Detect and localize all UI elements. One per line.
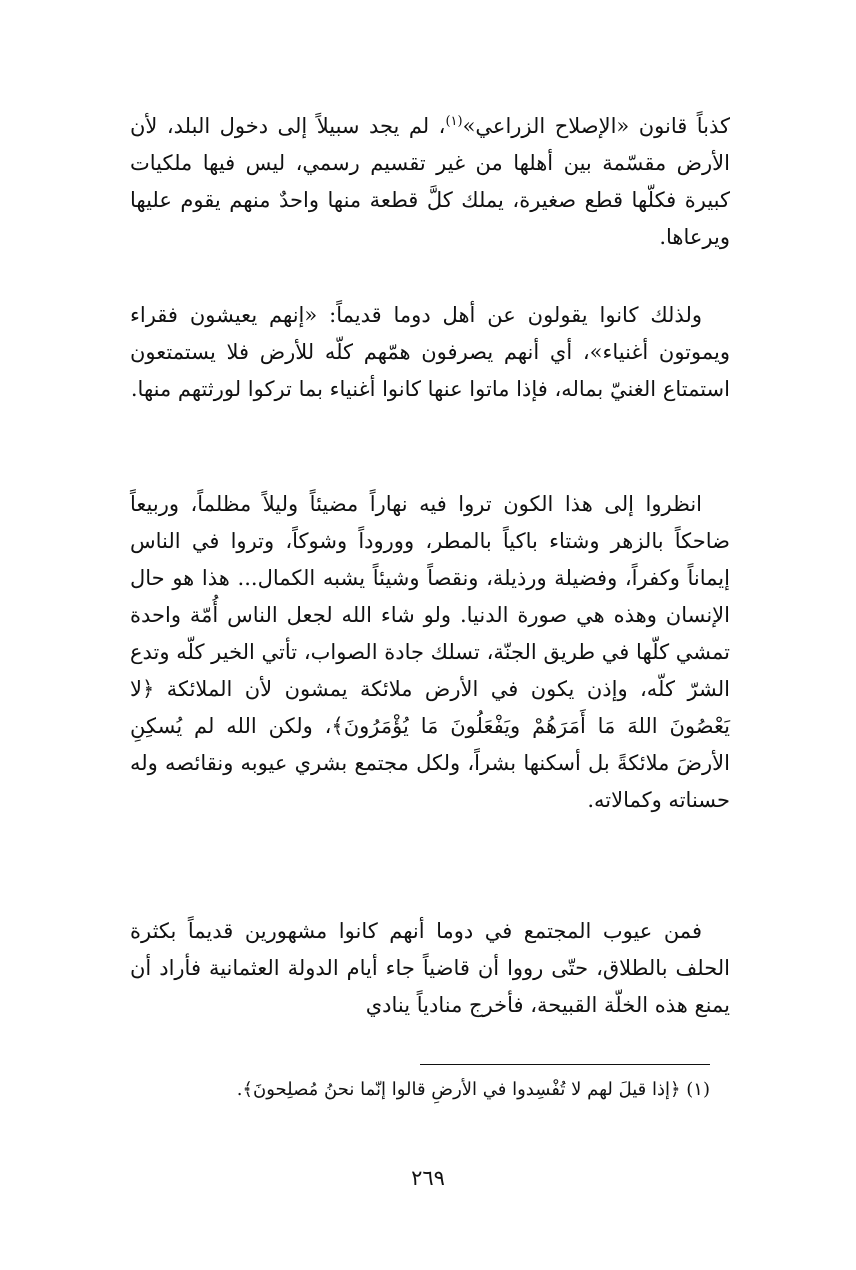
footnote-separator (420, 1064, 710, 1065)
paragraph-3-text: انظروا إلى هذا الكون تروا فيه نهاراً مضيئاً وليلاً مظلماً، وربيعاً ضاحكاً بالزهر وشتاء باكياً بالمطر، ووروداً وشوكاً، وتروا في الناس إيماناً وكفراً، وفضيلة ورذيلة، ونقصاً وشيئاً يشبه الكمال... هذا هو حال الإنسان وهذه هي صورة الدنيا. ولو شاء الله لجعل الناس أُمّة واحدة تمشي كلّها في طريق الجنّة، تسلك جادة الصواب، تأتي الخير كلّه وتدع الشرّ كلّه، وإذن يكون في الأرض ملائكة يمشون لأن الملائكة ﴿لا يَعْصُونَ اللهَ مَا أَمَرَهُمْ ويَفْعَلُونَ مَا يُؤْمَرُونَ﴾، ولكن الله لم يُسكِنِ الأرضَ ملائكةً بل أسكنها بشراً، ولكل مجتمع بشري عيوبه ونقائصه وله حسناته وكمالاته. (130, 492, 730, 812)
paragraph-1-rest: ، لم يجد سبيلاً إلى دخول البلد، لأن الأرض مقسّمة بين أهلها من غير تقسيم رسمي، ليس فيها ملكيات كبيرة فكلّها قطع صغيرة، يملك كلَّ قطعة منها واحدٌ منهم يقوم عليها ويرعاها. (130, 114, 730, 249)
paragraph-2 (130, 297, 730, 408)
paragraph-3 (130, 486, 730, 819)
page-number: ٢٦٩ (411, 1166, 445, 1190)
paragraph-1 (130, 108, 730, 256)
paragraph-1-start: كذباً قانون «الإصلاح الزراعي» (462, 114, 730, 138)
paragraph-4 (130, 913, 730, 1024)
paragraph-1-text (130, 108, 730, 256)
footnote-reference: (١) (445, 114, 463, 129)
paragraph-4-text: فمن عيوب المجتمع في دوما أنهم كانوا مشهورين قديماً بكثرة الحلف بالطلاق، حتّى رووا أن قاضياً جاء أيام الدولة العثمانية فأراد أن يمنع هذه الخلّة القبيحة، فأخرج منادياً ينادي (130, 919, 730, 1017)
footnote: (١) ﴿إذا قيلَ لهم لا تُفْسِدوا في الأرضِ قالوا إنّما نحنُ مُصلِحونَ﴾. (236, 1079, 710, 1100)
paragraph-2-text: ولذلك كانوا يقولون عن أهل دوما قديماً: «إنهم يعيشون فقراء ويموتون أغنياء»، أي أنهم يصرفون همّهم كلّه للأرض فلا يستمتعون استمتاع الغنيّ بماله، فإذا ماتوا عنها كانوا أغنياء بما تركوا لورثتهم منها. (130, 303, 730, 401)
